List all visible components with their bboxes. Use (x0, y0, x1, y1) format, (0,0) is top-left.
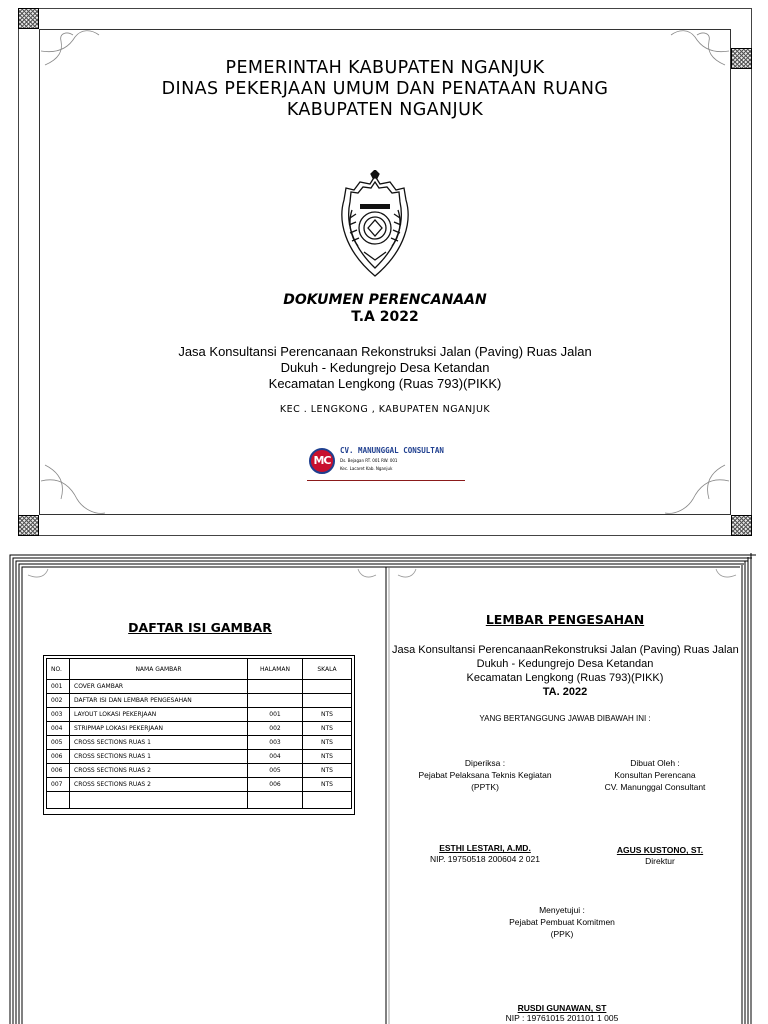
toc-cell-name (70, 792, 248, 809)
approval-signatory-bottom (487, 904, 637, 940)
table-row (47, 778, 352, 792)
approval-year: TA. 2022 (542, 686, 588, 698)
approval-project-line-1: Jasa Konsultansi PerencanaanRekonstruksi Jalan (Paving) Ruas Jalan (392, 644, 739, 656)
toc-cell-name: DAFTAR ISI DAN LEMBAR PENGESAHAN (70, 694, 248, 708)
approval-project-line-2: Dukuh - Kedungrejo Desa Ketandan (476, 658, 654, 670)
consultant-name: CV. MANUNGGAL CONSULTAN (340, 446, 444, 455)
cover-header-line-1: PEMERINTAH KABUPATEN NGANJUK (225, 58, 545, 78)
approval-left-id: NIP. 19750518 200604 2 021 (430, 854, 540, 864)
toc-header-page: HALAMAN (248, 659, 303, 680)
cover-header-line-2: DINAS PEKERJAAN UMUM DAN PENATAAN RUANG (161, 79, 609, 99)
table-row (47, 764, 352, 778)
consultant-logo-mark (309, 448, 335, 474)
cover-document-year: T.A 2022 (351, 309, 419, 325)
corner-block-top-right (731, 48, 752, 69)
corner-block-top-left (18, 8, 39, 29)
toc-cell-page: 005 (248, 764, 303, 778)
cover-location: KEC . LENGKONG , KABUPATEN NGANJUK (279, 404, 491, 415)
toc-cell-scale: NTS (303, 764, 352, 778)
approval-left-org: Pejabat Pelaksana Teknis Kegiatan (418, 770, 552, 780)
table-row (47, 708, 352, 722)
approval-left-role: Diperiksa : (464, 758, 506, 768)
toc-cell-page (248, 680, 303, 694)
approval-signatory-right (580, 757, 730, 793)
corner-block-bottom-left (18, 515, 39, 536)
table-row (47, 750, 352, 764)
toc-cell-scale: NTS (303, 708, 352, 722)
cover-header-line-3: KABUPATEN NGANJUK (286, 100, 484, 120)
approval-signatory-left (410, 757, 560, 793)
cover-project-description (40, 344, 730, 392)
approval-left-abbr: (PPTK) (471, 782, 499, 792)
consultant-address-2: Kec. Lacaret Kab. Nganjuk (340, 466, 393, 471)
toc-header-name: NAMA GAMBAR (70, 659, 248, 680)
toc-header-row (47, 659, 352, 680)
toc-cell-no: 003 (47, 708, 70, 722)
approval-bottom-abbr: (PPK) (550, 929, 574, 939)
toc-cell-scale: NTS (303, 722, 352, 736)
toc-table (46, 658, 352, 809)
table-row (47, 694, 352, 708)
toc-title: DAFTAR ISI GAMBAR (128, 620, 272, 635)
consultant-logo-block (307, 442, 465, 481)
approval-project-description (392, 643, 738, 699)
toc-cell-scale (303, 792, 352, 809)
corner-block-bottom-right (731, 515, 752, 536)
approval-responsible: YANG BERTANGGUNG JAWAB DIBAWAH INI : (479, 714, 651, 723)
cover-project-line-1: Jasa Konsultansi Perencanaan Rekonstruksi Jalan (Paving) Ruas Jalan (178, 344, 592, 359)
toc-cell-scale (303, 680, 352, 694)
approval-right-org: Konsultan Perencana (614, 770, 696, 780)
toc-cell-name: CROSS SECTIONS RUAS 1 (70, 750, 248, 764)
toc-cell-scale (303, 694, 352, 708)
toc-cell-name: LAYOUT LOKASI PEKERJAAN (70, 708, 248, 722)
toc-cell-no: 004 (47, 722, 70, 736)
toc-cell-page: 001 (248, 708, 303, 722)
toc-cell-page: 003 (248, 736, 303, 750)
toc-cell-no: 007 (47, 778, 70, 792)
consultant-logo-letters: MC (313, 454, 331, 467)
toc-cell-no: 006 (47, 764, 70, 778)
cover-document-title-block (40, 292, 730, 325)
table-row (47, 792, 352, 809)
cover-project-line-2: Dukuh - Kedungrejo Desa Ketandan (280, 360, 490, 375)
toc-header-no: NO. (47, 659, 70, 680)
approval-title: LEMBAR PENGESAHAN (485, 612, 645, 627)
approval-project-line-3: Kecamatan Lengkong (Ruas 793)(PIKK) (466, 672, 664, 684)
consultant-address-1: Ds. Bejagan RT. 001 RW. 001 (340, 458, 398, 463)
toc-cell-name: CROSS SECTIONS RUAS 1 (70, 736, 248, 750)
toc-cell-no: 005 (47, 736, 70, 750)
toc-cell-page (248, 792, 303, 809)
approval-right-role: Dibuat Oleh : (630, 758, 680, 768)
approval-right-abbr: CV. Manunggal Consultant (604, 782, 706, 792)
approval-bottom-name: RUSDI GUNAWAN, ST (517, 1003, 607, 1013)
approval-bottom-signature (487, 1003, 637, 1023)
approval-right-name: AGUS KUSTONO, ST. (616, 845, 704, 855)
toc-cell-scale: NTS (303, 750, 352, 764)
toc-cell-no (47, 792, 70, 809)
toc-cell-no: 006 (47, 750, 70, 764)
approval-bottom-id: NIP : 19761015 201101 1 005 (505, 1013, 619, 1023)
toc-cell-name: CROSS SECTIONS RUAS 2 (70, 778, 248, 792)
toc-cell-page (248, 694, 303, 708)
toc-cell-page: 004 (248, 750, 303, 764)
toc-cell-name: CROSS SECTIONS RUAS 2 (70, 764, 248, 778)
toc-cell-scale: NTS (303, 778, 352, 792)
table-row (47, 680, 352, 694)
approval-left-name: ESTHI LESTARI, A.MD. (439, 843, 531, 853)
toc-cell-no: 001 (47, 680, 70, 694)
toc-cell-name: COVER GAMBAR (70, 680, 248, 694)
toc-cell-page: 006 (248, 778, 303, 792)
cover-project-line-3: Kecamatan Lengkong (Ruas 793)(PIKK) (268, 376, 502, 391)
approval-right-id: Direktur (645, 856, 675, 866)
table-row (47, 736, 352, 750)
toc-cell-no: 002 (47, 694, 70, 708)
toc-cell-page: 002 (248, 722, 303, 736)
toc-cell-name: STRIPMAP LOKASI PEKERJAAN (70, 722, 248, 736)
cover-header (40, 58, 730, 121)
approval-bottom-role: Menyetujui : (539, 905, 585, 915)
nganjuk-emblem-logo (330, 170, 420, 282)
toc-cell-scale: NTS (303, 736, 352, 750)
approval-bottom-org: Pejabat Pembuat Komitmen (509, 917, 615, 927)
toc-header-scale: SKALA (303, 659, 352, 680)
approval-right-signature (585, 845, 735, 867)
table-row (47, 722, 352, 736)
approval-left-signature (410, 843, 560, 865)
cover-document-title: DOKUMEN PERENCANAAN (283, 292, 487, 308)
